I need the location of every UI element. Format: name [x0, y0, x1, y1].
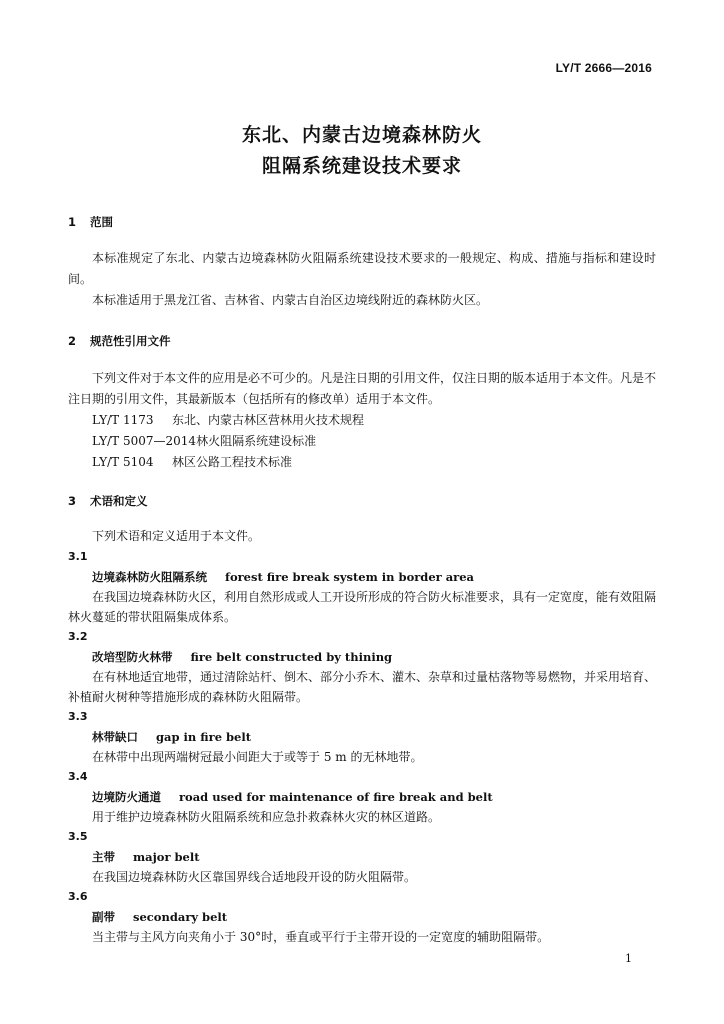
term-number: 3.3	[68, 710, 88, 723]
reference-code: LY/T 5007—2014	[92, 434, 197, 448]
term-definition: 在我国边境森林防火区，利用自然形成或人工开设所形成的符合防火标准要求，具有一定宽度，能有效阻隔林火蔓延的带状阻隔集成体系。	[68, 590, 657, 624]
term-name	[68, 907, 656, 927]
section-number: 3	[68, 494, 77, 508]
term-entry	[68, 827, 656, 887]
section-number: 1	[68, 215, 77, 229]
term-entry	[68, 707, 656, 767]
section-terms-definitions	[68, 493, 656, 947]
paragraph: 下列术语和定义适用于本文件。	[92, 529, 261, 543]
term-name	[68, 567, 656, 587]
term-en: secondary belt	[133, 910, 228, 924]
paragraph: 本标准规定了东北、内蒙古边境森林防火阻隔系统建设技术要求的一般规定、构成、措施与指标和建设时间。	[68, 251, 656, 286]
term-name	[68, 727, 656, 747]
section-title: 范围	[90, 215, 113, 229]
term-en: gap in fire belt	[156, 730, 252, 744]
section-heading	[68, 493, 656, 509]
reference-code: LY/T 1173	[92, 413, 154, 427]
term-number: 3.2	[68, 630, 88, 643]
term-zh: 边境防火通道	[92, 790, 161, 804]
term-entry	[68, 767, 656, 827]
section-number: 2	[68, 334, 77, 348]
term-zh: 改培型防火林带	[92, 650, 173, 664]
term-en: forest fire break system in border area	[225, 570, 474, 584]
term-definition: 用于维护边境森林防火阻隔系统和应急扑救森林火灾的林区道路。	[92, 810, 441, 824]
term-entry	[68, 627, 656, 707]
term-name	[68, 787, 656, 807]
term-en: road used for maintenance of fire break and belt	[179, 790, 493, 804]
reference-title: 林火阻隔系统建设标准	[196, 434, 317, 448]
section-scope	[68, 214, 656, 311]
section-normative-references	[68, 333, 656, 473]
section-title: 术语和定义	[90, 494, 148, 508]
section-title: 规范性引用文件	[90, 334, 171, 348]
term-number: 3.1	[68, 550, 88, 563]
term-entry	[68, 887, 656, 947]
reference-item	[68, 410, 656, 431]
term-definition: 在有林地适宜地带，通过清除站杆、倒木、部分小乔木、灌木、杂草和过量枯落物等易燃物，并采用培育、补植耐火树种等措施形成的森林防火阻隔带。	[68, 670, 657, 704]
document-title-line2: 阻隔系统建设技术要求	[261, 155, 462, 177]
term-name	[68, 647, 656, 667]
term-en: major belt	[133, 850, 200, 864]
section-heading	[68, 333, 656, 349]
standard-code: LY/T 2666—2016	[555, 61, 652, 75]
reference-code: LY/T 5104	[92, 455, 154, 469]
term-definition: 当主带与主风方向夹角小于 30°时，垂直或平行于主带开设的一定宽度的辅助阻隔带。	[92, 930, 550, 944]
paragraph: 下列文件对于本文件的应用是必不可少的。凡是注日期的引用文件，仅注日期的版本适用于本文件。凡是不注日期的引用文件，其最新版本（包括所有的修改单）适用于本文件。	[68, 371, 657, 406]
term-definition: 在我国边境森林防火区靠国界线合适地段开设的防火阻隔带。	[92, 870, 417, 884]
term-zh: 林带缺口	[92, 730, 138, 744]
term-zh: 副带	[92, 910, 115, 924]
document-title-line1: 东北、内蒙古边境森林防火	[241, 124, 482, 146]
term-en: fire belt constructed by thining	[190, 650, 393, 664]
reference-title: 东北、内蒙古林区营林用火技术规程	[172, 413, 365, 427]
term-zh: 主带	[92, 850, 115, 864]
term-zh: 边境森林防火阻隔系统	[92, 570, 207, 584]
reference-item	[68, 452, 656, 473]
term-number: 3.4	[68, 770, 88, 783]
term-number: 3.6	[68, 890, 88, 903]
term-name	[68, 847, 656, 867]
paragraph: 本标准适用于黑龙江省、吉林省、内蒙古自治区边境线附近的森林防火区。	[92, 293, 489, 307]
page-number: 1	[625, 952, 632, 965]
section-heading	[68, 214, 656, 230]
term-number: 3.5	[68, 830, 88, 843]
term-entry	[68, 547, 656, 627]
reference-item	[68, 431, 656, 452]
reference-title: 林区公路工程技术标准	[172, 455, 293, 469]
term-definition: 在林带中出现两端树冠最小间距大于或等于 5 m 的无林地带。	[92, 750, 423, 764]
